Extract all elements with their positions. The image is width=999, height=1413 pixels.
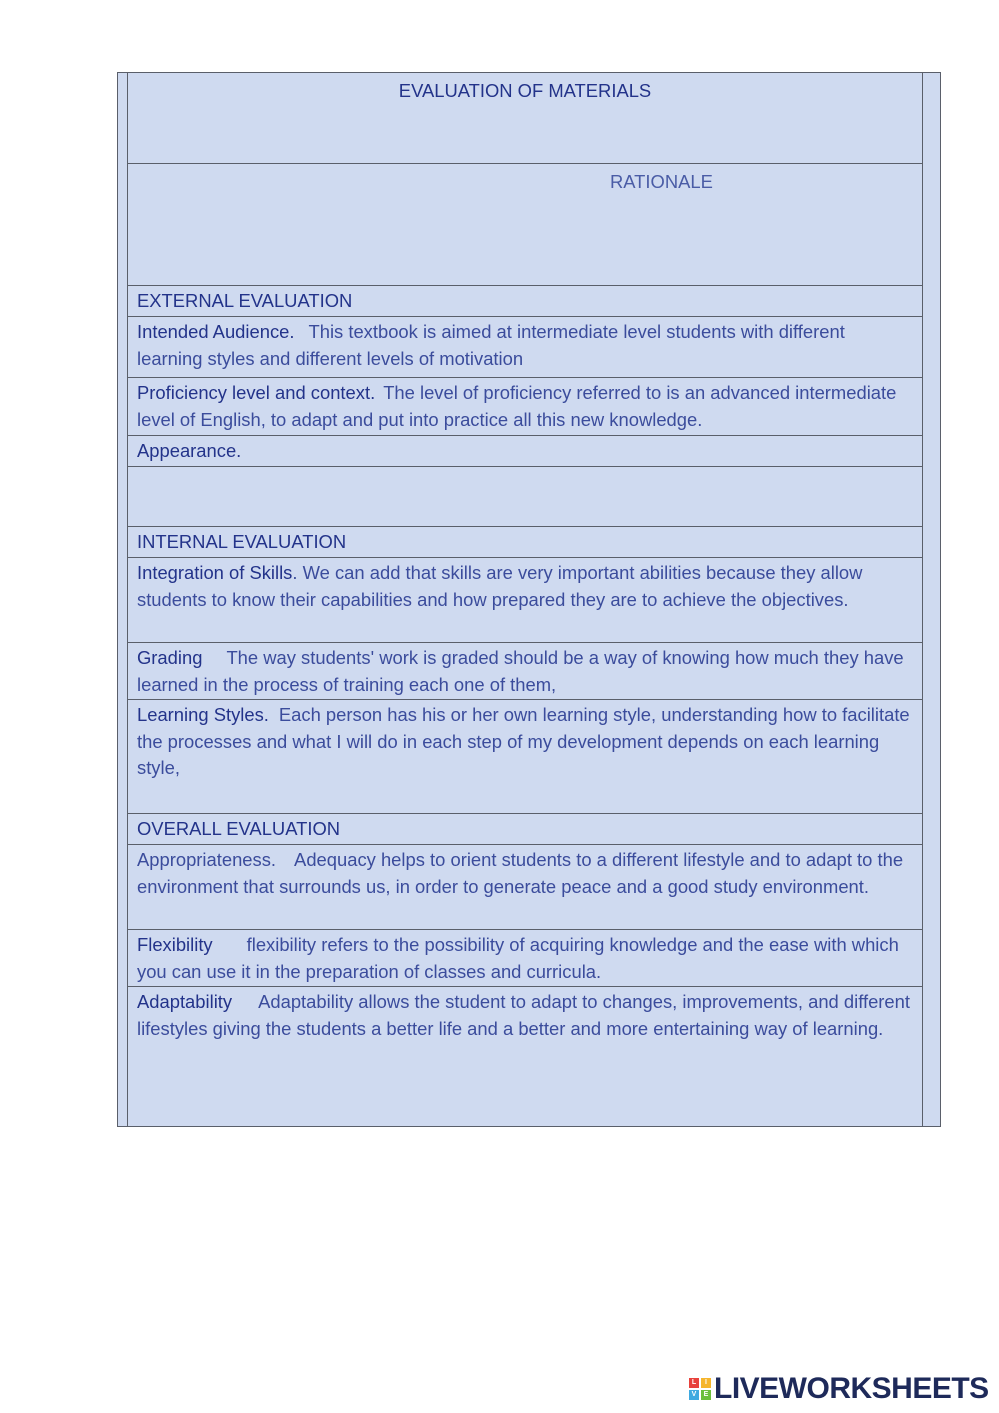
external-heading: EXTERNAL EVALUATION <box>137 290 353 311</box>
adaptability-text: Adaptability allows the student to adapt to changes, improvements, and different lifestyles giving the students a better life and a better and more entertaining way of learning. <box>137 991 911 1039</box>
overall-heading: OVERALL EVALUATION <box>137 818 341 839</box>
grading-label: Grading <box>137 647 203 668</box>
grading-row <box>128 643 922 700</box>
rationale-row <box>128 164 922 286</box>
page-title: EVALUATION OF MATERIALS <box>398 80 652 101</box>
learning-styles-label: Learning Styles. <box>137 704 269 725</box>
appropriateness-row <box>128 845 922 930</box>
logo-cell: E <box>701 1390 711 1400</box>
evaluation-table <box>127 72 923 1127</box>
proficiency-row <box>128 378 922 436</box>
intended-audience-text: This textbook is aimed at intermediate level students with different learning styles and different levels of motivation <box>137 321 845 369</box>
adaptability-row <box>128 987 922 1127</box>
learning-styles-text: Each person has his or her own learning style, understanding how to facilitate the processes and what I will do in each step of my development depends on each learning style, <box>137 704 910 778</box>
rationale-label: RATIONALE <box>610 171 713 192</box>
integration-label: Integration of Skills <box>137 562 293 583</box>
internal-heading-row <box>128 527 922 558</box>
logo-cell: I <box>701 1378 711 1388</box>
logo-mark-icon <box>689 1378 711 1400</box>
flexibility-text: flexibility refers to the possibility of acquiring knowledge and the ease with which you can use it in the preparation of classes and curricula. <box>137 934 899 982</box>
appropriateness-label: Appropriateness. <box>137 849 277 870</box>
logo-text: LIVEWORKSHEETS <box>714 1372 989 1405</box>
logo-cell: L <box>689 1378 699 1388</box>
overall-heading-row <box>128 814 922 845</box>
logo-cell: V <box>689 1390 699 1400</box>
liveworksheets-logo <box>689 1372 989 1406</box>
external-heading-row <box>128 286 922 317</box>
flexibility-row <box>128 930 922 987</box>
adaptability-label: Adaptability <box>137 991 233 1012</box>
learning-styles-row <box>128 700 922 814</box>
appropriateness-text: Adequacy helps to orient students to a different lifestyle and to adapt to the environment that surrounds us, in order to generate peace and a good study environment. <box>137 849 904 897</box>
integration-row <box>128 558 922 643</box>
appearance-row <box>128 436 922 467</box>
internal-heading: INTERNAL EVALUATION <box>137 531 347 552</box>
proficiency-text: The level of proficiency referred to is an advanced intermediate level of English, to adapt and put into practice all this new knowledge. <box>137 382 897 430</box>
proficiency-label: Proficiency level and context. <box>137 382 376 403</box>
appearance-answer-row <box>128 467 922 527</box>
integration-text: . We can add that skills are very important abilities because they allow students to know their capabilities and how prepared they are to achieve the objectives. <box>137 562 863 610</box>
title-row <box>128 72 922 164</box>
grading-text: The way students' work is graded should be a way of knowing how much they have learned in the process of training each one of them, <box>137 647 904 695</box>
evaluation-sheet <box>117 72 941 1127</box>
intended-audience-row <box>128 317 922 378</box>
intended-audience-label: Intended Audience. <box>137 321 295 342</box>
flexibility-label: Flexibility <box>137 934 213 955</box>
appearance-label: Appearance. <box>137 440 242 461</box>
